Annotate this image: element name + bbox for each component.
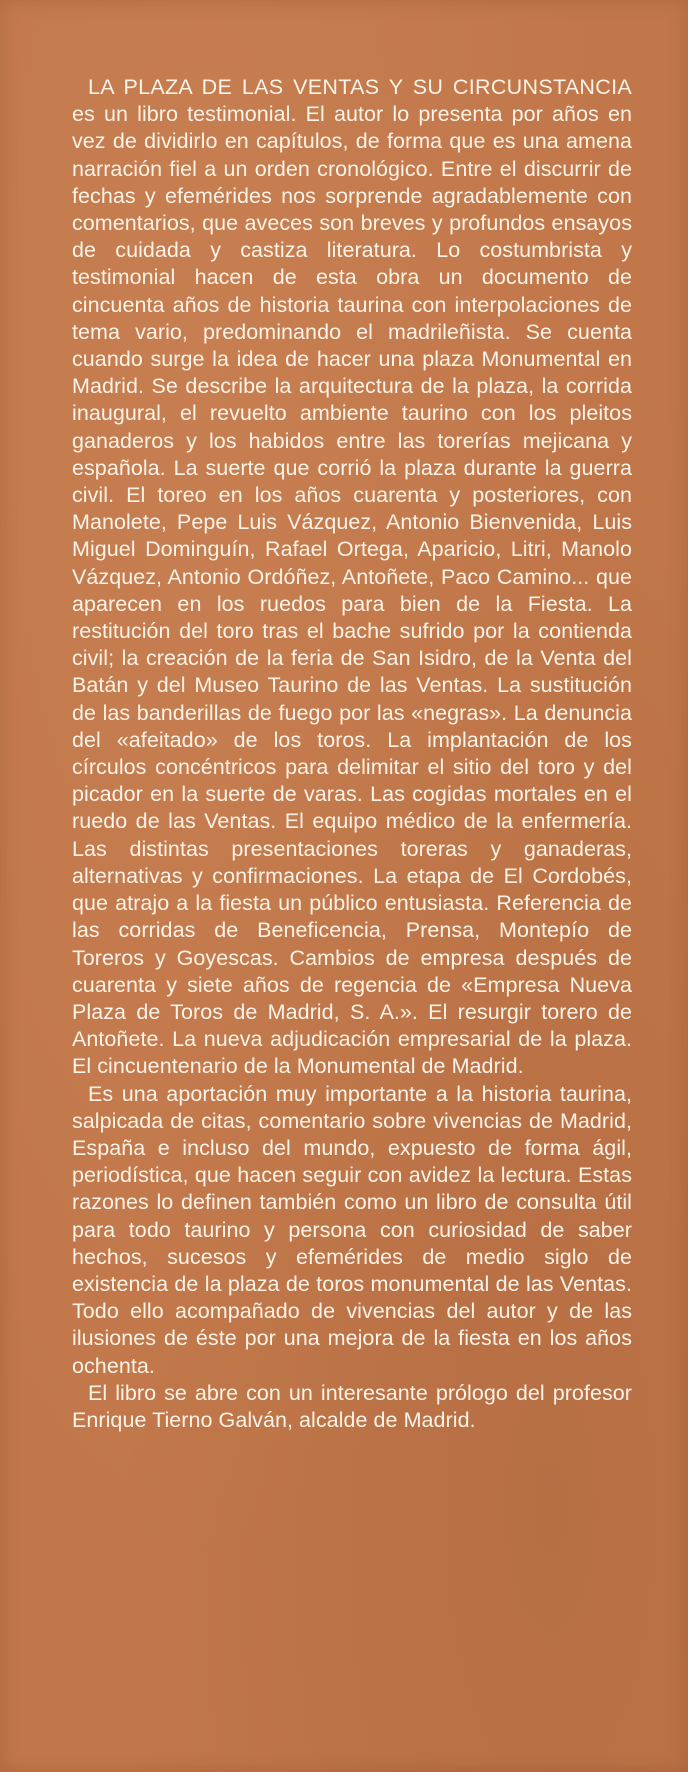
- paragraph-1-body: es un libro testimonial. El autor lo presenta por años en vez de dividirlo en capítulos, de forma que es una amena narración fiel a un orden cronológico. Entre el discurrir de fechas y efemérides nos sorprende agradablemente con comentarios, que aveces son breves y profundos ensayos de cuidada y castiza literatura. Lo costumbrista y testimonial hacen de esta obra un documento de cincuenta años de historia taurina con interpolaciones de tema vario, predominando el madrileñista. Se cuenta cuando surge la idea de hacer una plaza Monumental en Madrid. Se describe la arquitectura de la plaza, la corrida inaugural, el revuelto ambiente taurino con los pleitos ganaderos y los habidos entre las torerías mejicana y española. La suerte que corrió la plaza durante la guerra civil. El toreo en los años cuarenta y posteriores, con Manolete, Pepe Luis Vázquez, Antonio Bienvenida, Luis Miguel Dominguín, Rafael Ortega, Aparicio, Litri, Manolo Vázquez, Antonio Ordóñez, Antoñete, Paco Camino... que aparecen en los ruedos para bien de la Fiesta. La restitución del toro tras el bache sufrido por la contienda civil; la creación de la feria de San Isidro, de la Venta del Batán y del Museo Taurino de las Ventas. La sustitución de las banderillas de fuego por las «negras». La denuncia del «afeitado» de los toros. La implantación de los círculos concéntricos para delimitar el sitio del toro y del picador en la suerte de varas. Las cogidas mortales en el ruedo de las Ventas. El equipo médico de la enfermería. Las distintas presentaciones toreras y ganaderas, alternativas y confirmaciones. La etapa de El Cordobés, que atrajo a la fiesta un público entusiasta. Referencia de las corridas de Beneficencia, Prensa, Montepío de Toreros y Goyescas. Cambios de empresa después de cuarenta y siete años de regencia de «Empresa Nueva Plaza de Toros de Madrid, S. A.». El resurgir torero de Antoñete. La nueva adjudicación empresarial de la plaza. El cincuentenario de la Monumental de Madrid.: [72, 102, 632, 1079]
- paragraph-3: El libro se abre con un interesante prólogo del profesor Enrique Tierno Galván, alcalde de Madrid.: [72, 1380, 632, 1432]
- paragraph-2: Es una aportación muy importante a la historia taurina, salpicada de citas, comentario sobre vivencias de Madrid, España e incluso del mundo, expuesto de forma ágil, periodística, que hacen seguir con avidez la lectura. Estas razones lo definen también como un libro de consulta útil para todo taurino y persona con curiosidad de saber hechos, sucesos y efemérides de medio siglo de existencia de la plaza de toros monumental de las Ventas. Todo ello acompañado de vivencias del autor y de las ilusiones de éste por una mejora de la fiesta en los años ochenta.: [72, 1081, 632, 1378]
- paragraph-1: [72, 74, 632, 1081]
- book-title-caps: LA PLAZA DE LAS VENTAS Y SU CIRCUNSTANCIA: [88, 75, 632, 99]
- flap-text-block: [72, 74, 632, 1434]
